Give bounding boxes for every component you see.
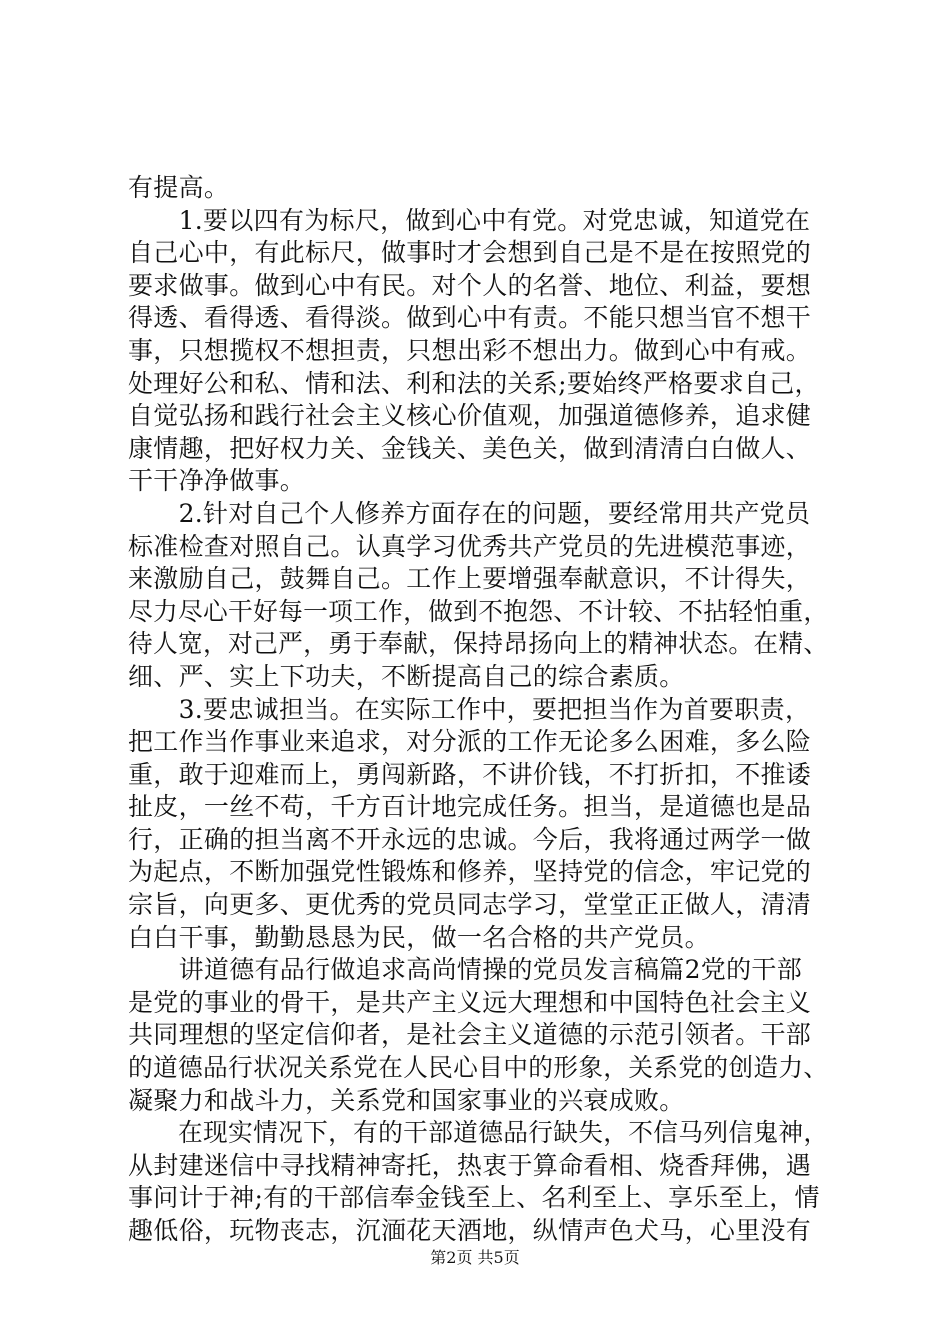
text-line: 有提高。 <box>128 173 230 202</box>
text-line: 1.要以四有为标尺，做到心中有党。对党忠诚，知道党在 <box>128 205 811 235</box>
text-line: 事，只想揽权不想担责，只想出彩不想出力。做到心中有戒。 <box>128 335 812 365</box>
text-line: 为起点，不断加强党性锻炼和修养，坚持党的信念，牢记党的 <box>128 857 812 887</box>
text-line: 从封建迷信中寻找精神寄托，热衷于算命看相、烧香拜佛，遇 <box>128 1150 812 1180</box>
text-line: 自己心中，有此标尺，做事时才会想到自己是不是在按照党的 <box>128 238 812 268</box>
text-line: 康情趣，把好权力关、金钱关、美色关，做到清清白白做人、 <box>128 433 812 463</box>
text-line: 待人宽，对己严，勇于奉献，保持昂扬向上的精神状态。在精、 <box>128 629 829 659</box>
text-line: 标准检查对照自己。认真学习优秀共产党员的先进模范事迹， <box>128 531 812 561</box>
text-line: 的道德品行状况关系党在人民心目中的形象，关系党的创造力、 <box>128 1053 829 1083</box>
text-line: 得透、看得透、看得淡。做到心中有责。不能只想当官不想干 <box>128 303 812 333</box>
text-line: 细、严、实上下功夫，不断提高自己的综合素质。 <box>128 661 685 691</box>
page-footer: 第2页 共5页 <box>430 1248 520 1267</box>
text-line: 把工作当作事业来追求，对分派的工作无论多么困难，多么险 <box>128 727 812 757</box>
text-line: 自觉弘扬和践行社会主义核心价值观，加强道德修养，追求健 <box>128 401 812 431</box>
text-line: 宗旨，向更多、更优秀的党员同志学习，堂堂正正做人，清清 <box>128 890 812 920</box>
text-line: 2.针对自己个人修养方面存在的问题，要经常用共产党员 <box>128 498 811 528</box>
text-line: 重，敢于迎难而上，勇闯新路，不讲价钱，不打折扣，不推诿 <box>128 759 812 789</box>
text-line: 事问计于神;有的干部信奉金钱至上、名利至上、享乐至上，情 <box>128 1183 820 1213</box>
body-text <box>128 172 828 1248</box>
text-line: 凝聚力和战斗力，关系党和国家事业的兴衰成败。 <box>128 1085 685 1115</box>
text-line: 是党的事业的骨干，是共产主义远大理想和中国特色社会主义 <box>128 987 812 1017</box>
text-line: 共同理想的坚定信仰者，是社会主义道德的示范引领者。干部 <box>128 1020 812 1050</box>
text-line: 在现实情况下，有的干部道德品行缺失，不信马列信鬼神， <box>128 1118 829 1148</box>
text-line: 趣低俗，玩物丧志，沉湎花天酒地，纵情声色犬马，心里没有 <box>128 1216 812 1245</box>
text-line: 白白干事，勤勤恳恳为民，做一名合格的共产党员。 <box>128 922 710 952</box>
text-line: 要求做事。做到心中有民。对个人的名誉、地位、利益，要想 <box>128 270 812 300</box>
text-line: 讲道德有品行做追求高尚情操的党员发言稿篇2党的干部 <box>128 955 803 985</box>
text-line: 尽力尽心干好每一项工作，做到不抱怨、不计较、不拈轻怕重， <box>128 596 829 626</box>
text-line: 处理好公和私、情和法、利和法的关系;要始终严格要求自己， <box>128 368 820 398</box>
text-line: 来激励自己，鼓舞自己。工作上要增强奉献意识，不计得失， <box>128 564 812 594</box>
text-line: 行，正确的担当离不开永远的忠诚。今后，我将通过两学一做 <box>128 824 812 854</box>
text-line: 扯皮，一丝不苟，千方百计地完成任务。担当，是道德也是品 <box>128 792 812 822</box>
text-line: 3.要忠诚担当。在实际工作中，要把担当作为首要职责， <box>128 694 811 724</box>
text-line: 干干净净做事。 <box>128 466 306 496</box>
